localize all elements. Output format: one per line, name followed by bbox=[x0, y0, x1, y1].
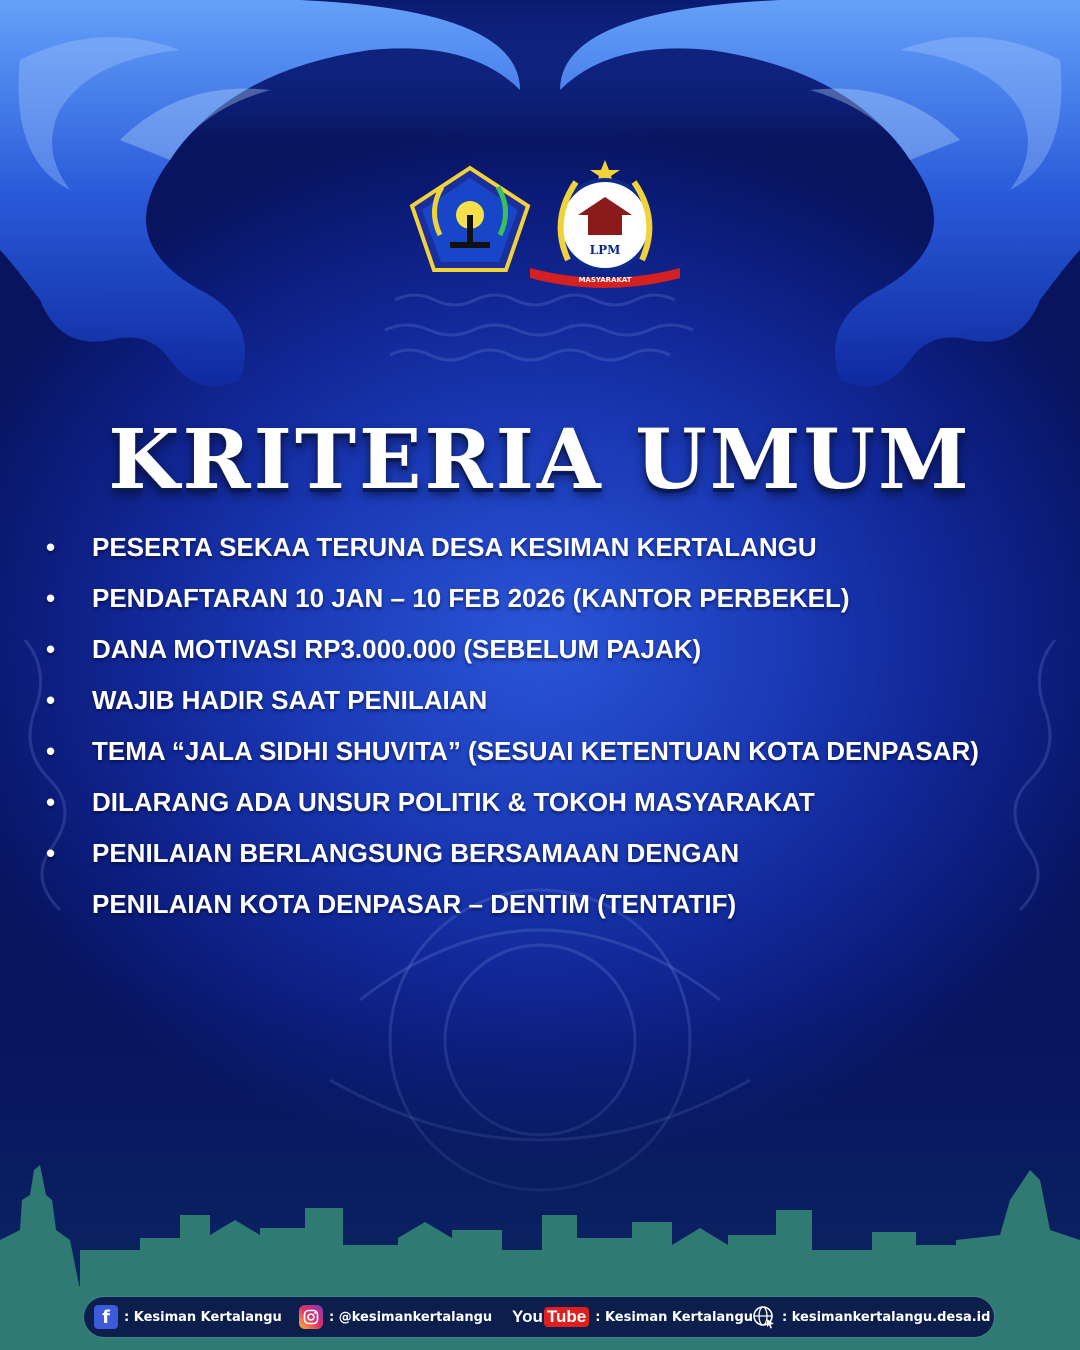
bullet-icon: • bbox=[46, 634, 56, 664]
website-url: : kesimankertalangu.desa.id bbox=[782, 1309, 991, 1325]
website-link[interactable] bbox=[752, 1297, 990, 1337]
criteria-text: PESERTA SEKAA TERUNA DESA KESIMAN KERTALANGU bbox=[92, 532, 817, 562]
youtube-brand-a: You bbox=[512, 1307, 543, 1326]
instagram-link[interactable] bbox=[299, 1297, 492, 1337]
criteria-text: PENDAFTARAN 10 JAN – 10 FEB 2026 (KANTOR PERBEKEL) bbox=[92, 583, 850, 613]
criteria-text: DILARANG ADA UNSUR POLITIK & TOKOH MASYARAKAT bbox=[92, 787, 815, 817]
bullet-icon: • bbox=[46, 787, 56, 817]
criteria-text: DANA MOTIVASI RP3.000.000 (SEBELUM PAJAK) bbox=[92, 634, 702, 664]
lpm-initials: LPM bbox=[589, 243, 621, 257]
facebook-icon: f bbox=[94, 1305, 118, 1329]
instagram-icon bbox=[299, 1305, 323, 1329]
social-footer bbox=[84, 1297, 994, 1337]
facebook-handle: : Kesiman Kertalangu bbox=[124, 1309, 282, 1325]
facebook-link[interactable] bbox=[94, 1297, 282, 1337]
instagram-handle: : @kesimankertalangu bbox=[329, 1309, 493, 1325]
criteria-text: WAJIB HADIR SAAT PENILAIAN bbox=[92, 685, 488, 715]
youtube-handle: : Kesiman Kertalangu bbox=[595, 1309, 754, 1325]
bullet-icon: • bbox=[46, 736, 56, 766]
youtube-brand-b: Tube bbox=[544, 1307, 589, 1327]
criteria-text: TEMA “JALA SIDHI SHUVITA” (SESUAI KETENTUAN KOTA DENPASAR) bbox=[92, 736, 979, 766]
globe-cursor-icon bbox=[752, 1305, 776, 1329]
lpm-ribbon-text: MASYARAKAT bbox=[578, 276, 632, 284]
criteria-text: PENILAIAN KOTA DENPASAR – DENTIM (TENTATIF) bbox=[92, 889, 737, 919]
youtube-icon bbox=[512, 1305, 589, 1329]
bullet-icon: • bbox=[46, 838, 56, 868]
page-title: KRITERIA UMUM bbox=[108, 412, 972, 508]
bullet-icon: • bbox=[46, 532, 56, 562]
youtube-link[interactable] bbox=[512, 1297, 753, 1337]
criteria-text: PENILAIAN BERLANGSUNG BERSAMAAN DENGAN bbox=[92, 838, 740, 868]
bullet-icon: • bbox=[46, 685, 56, 715]
bullet-icon: • bbox=[46, 583, 56, 613]
